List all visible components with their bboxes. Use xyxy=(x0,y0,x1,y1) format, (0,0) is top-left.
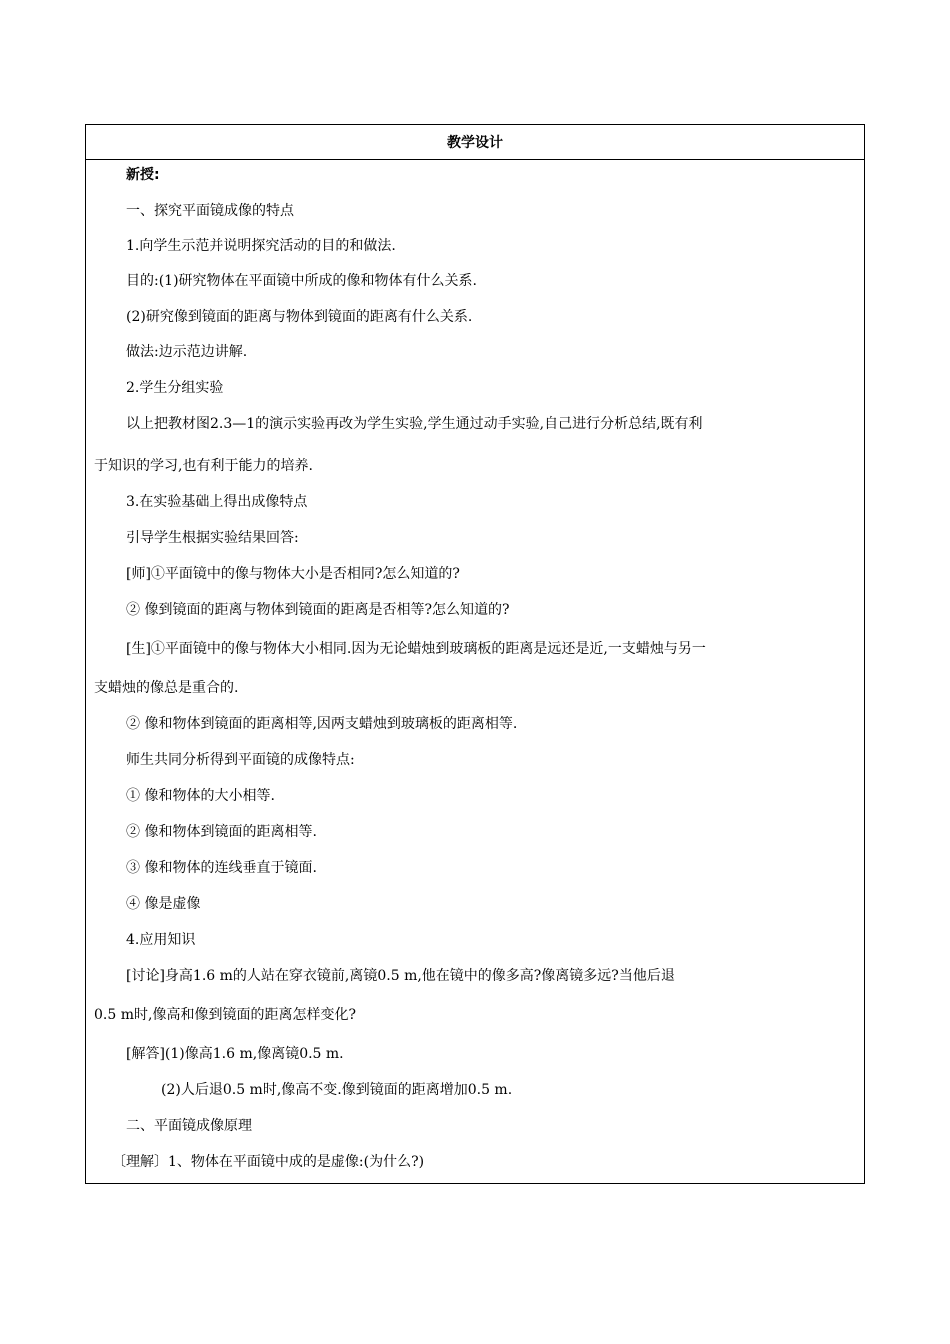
text-line: 2.学生分组实验 xyxy=(126,380,224,396)
text-line: ② 像到镜面的距离与物体到镜面的距离是否相等?怎么知道的? xyxy=(126,602,510,618)
text-line: [师]①平面镜中的像与物体大小是否相同?怎么知道的? xyxy=(126,566,460,582)
table-title: 教学设计 xyxy=(86,125,864,160)
text-line: 二、平面镜成像原理 xyxy=(126,1118,252,1134)
section-label-new-lesson: 新授: xyxy=(126,167,160,183)
text-line: 0.5 m时,像高和像到镜面的距离怎样变化? xyxy=(94,1007,356,1023)
text-line: ③ 像和物体的连线垂直于镜面. xyxy=(126,860,317,876)
text-line: ② 像和物体到镜面的距离相等. xyxy=(126,824,317,840)
text-line: (2)研究像到镜面的距离与物体到镜面的距离有什么关系. xyxy=(126,309,473,325)
text-line: 4.应用知识 xyxy=(126,932,196,948)
text-line: 以上把教材图2.3—1的演示实验再改为学生实验,学生通过动手实验,自己进行分析总结,既有利 xyxy=(126,416,703,432)
text-line: ① 像和物体的大小相等. xyxy=(126,788,275,804)
text-line: 于知识的学习,也有利于能力的培养. xyxy=(94,458,313,474)
text-line: [讨论]身高1.6 m的人站在穿衣镜前,离镜0.5 m,他在镜中的像多高?像离镜多远?当他后退 xyxy=(126,968,675,984)
text-line: 一、探究平面镜成像的特点 xyxy=(126,203,294,219)
text-line: 〔理解〕1、物体在平面镜中成的是虚像:(为什么?) xyxy=(112,1154,425,1170)
text-line: 师生共同分析得到平面镜的成像特点: xyxy=(126,752,355,768)
text-line: 支蜡烛的像总是重合的. xyxy=(94,680,239,696)
text-line: 引导学生根据实验结果回答: xyxy=(126,530,299,546)
teaching-design-table xyxy=(85,124,865,1184)
text-line: 3.在实验基础上得出成像特点 xyxy=(126,494,308,510)
text-line: ② 像和物体到镜面的距离相等,因两支蜡烛到玻璃板的距离相等. xyxy=(126,716,518,732)
text-line: (2)人后退0.5 m时,像高不变.像到镜面的距离增加0.5 m. xyxy=(161,1082,513,1098)
text-line: 做法:边示范边讲解. xyxy=(126,344,248,360)
text-line: [解答](1)像高1.6 m,像离镜0.5 m. xyxy=(126,1046,344,1062)
text-line: 目的:(1)研究物体在平面镜中所成的像和物体有什么关系. xyxy=(126,273,477,289)
text-line: 1.向学生示范并说明探究活动的目的和做法. xyxy=(126,238,396,254)
text-line: [生]①平面镜中的像与物体大小相同.因为无论蜡烛到玻璃板的距离是远还是近,一支蜡烛与另一 xyxy=(126,641,706,657)
text-line: ④ 像是虚像 xyxy=(126,896,201,912)
